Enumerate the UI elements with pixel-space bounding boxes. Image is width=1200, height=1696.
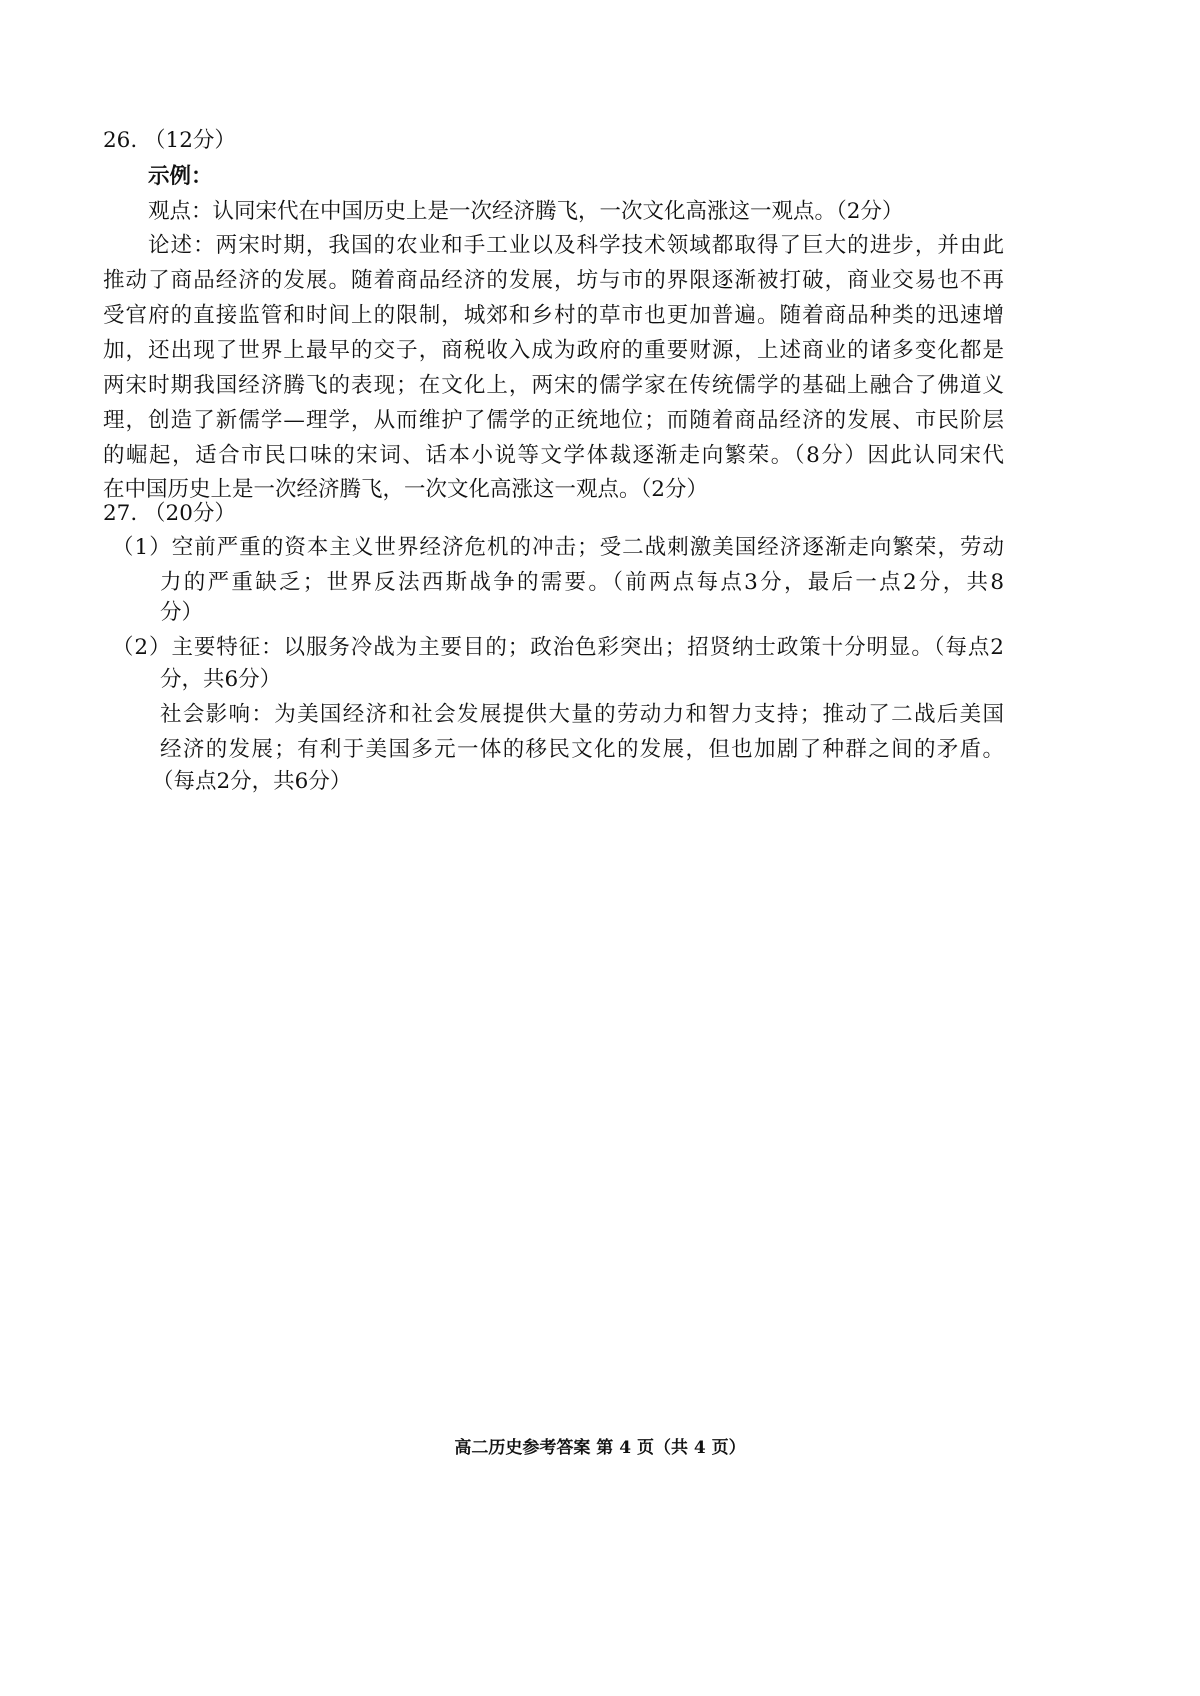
argument-line: 推动了商品经济的发展。随着商品经济的发展，坊与市的界限逐渐被打破，商业交易也不再	[103, 268, 1004, 293]
question-27-header: 27. （20分）	[103, 501, 236, 526]
argument-line: 论述：两宋时期，我国的农业和手工业以及科学技术领域都取得了巨大的进步，并由此	[148, 233, 1004, 258]
argument-line: 两宋时期我国经济腾飞的表现；在文化上，两宋的儒学家在传统儒学的基础上融合了佛道义	[103, 373, 1004, 398]
argument-line: 的崛起，适合市民口味的宋词、话本小说等文学体裁逐渐走向繁荣。（8分）因此认同宋代	[103, 443, 1004, 468]
answer-2-line: （2）主要特征：以服务冷战为主要目的；政治色彩突出；招贤纳士政策十分明显。（每点2	[112, 635, 1004, 660]
viewpoint-line: 观点：认同宋代在中国历史上是一次经济腾飞，一次文化高涨这一观点。（2分）	[148, 199, 904, 224]
page-footer: 高二历史参考答案 第 4 页（共 4 页）	[454, 1438, 746, 1458]
answer-2-line: 社会影响：为美国经济和社会发展提供大量的劳动力和智力支持；推动了二战后美国	[160, 702, 1004, 727]
answer-2-line: （每点2分，共6分）	[152, 769, 352, 794]
answer-1-line: 力的严重缺乏；世界反法西斯战争的需要。（前两点每点3分，最后一点2分，共8	[160, 570, 1004, 595]
question-26-header: 26. （12分）	[103, 128, 236, 153]
argument-line: 理，创造了新儒学—理学，从而维护了儒学的正统地位；而随着商品经济的发展、市民阶层	[103, 408, 1004, 433]
answer-2-line: 经济的发展；有利于美国多元一体的移民文化的发展，但也加剧了种群之间的矛盾。	[160, 737, 1004, 762]
answer-1-line: （1）空前严重的资本主义世界经济危机的冲击；受二战刺激美国经济逐渐走向繁荣，劳动	[112, 535, 1004, 560]
example-label: 示例：	[148, 164, 213, 189]
answer-1-line: 分）	[160, 600, 204, 625]
argument-line: 加，还出现了世界上最早的交子，商税收入成为政府的重要财源，上述商业的诸多变化都是	[103, 338, 1004, 363]
argument-line: 在中国历史上是一次经济腾飞，一次文化高涨这一观点。（2分）	[103, 477, 708, 502]
argument-line: 受官府的直接监管和时间上的限制，城郊和乡村的草市也更加普遍。随着商品种类的迅速增	[103, 303, 1004, 328]
answer-2-line: 分，共6分）	[160, 667, 282, 692]
